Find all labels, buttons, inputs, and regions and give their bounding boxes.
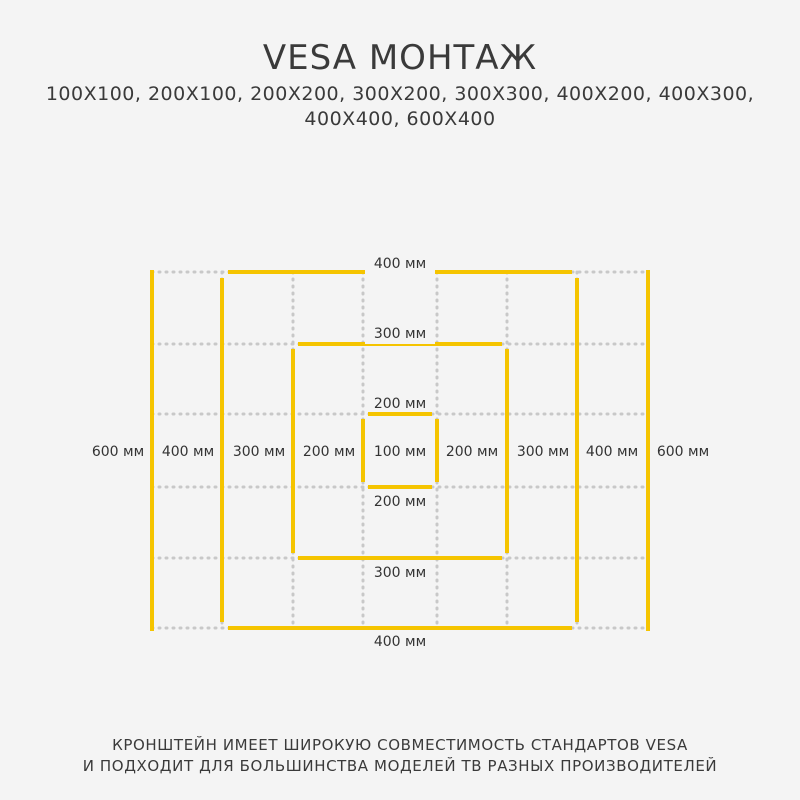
middle-label-100: 100 мм bbox=[373, 444, 427, 460]
middle-label-300-left: 300 мм bbox=[232, 444, 286, 460]
footer-line-1: КРОНШТЕЙН ИМЕЕТ ШИРОКУЮ СОВМЕСТИМОСТЬ СТАНДАРТОВ VESA bbox=[112, 736, 688, 754]
footer-line-2: И ПОДХОДИТ ДЛЯ БОЛЬШИНСТВА МОДЕЛЕЙ ТВ РАЗНЫХ ПРОИЗВОДИТЕЛЕЙ bbox=[82, 757, 718, 775]
middle-label-200-left: 200 мм bbox=[302, 444, 356, 460]
middle-label-600-left: 600 мм bbox=[91, 444, 145, 460]
vesa-sizes-line-2: 400X400, 600X400 bbox=[304, 108, 496, 130]
bottom-label-200: 200 мм bbox=[373, 494, 427, 510]
top-label-200: 200 мм bbox=[373, 396, 427, 412]
middle-label-600-right: 600 мм bbox=[656, 444, 710, 460]
vesa-sizes-line-1: 100X100, 200X100, 200X200, 300X200, 300X300, 400X200, 400X300, bbox=[45, 83, 755, 105]
middle-label-400-right: 400 мм bbox=[585, 444, 639, 460]
page-title: VESA МОНТАЖ bbox=[262, 38, 538, 78]
top-label-400: 400 мм bbox=[373, 256, 427, 272]
top-label-300: 300 мм bbox=[373, 326, 427, 342]
middle-label-200-right: 200 мм bbox=[445, 444, 499, 460]
bottom-label-400: 400 мм bbox=[373, 634, 427, 650]
bottom-label-300: 300 мм bbox=[373, 565, 427, 581]
middle-label-300-right: 300 мм bbox=[516, 444, 570, 460]
middle-label-400-left: 400 мм bbox=[161, 444, 215, 460]
